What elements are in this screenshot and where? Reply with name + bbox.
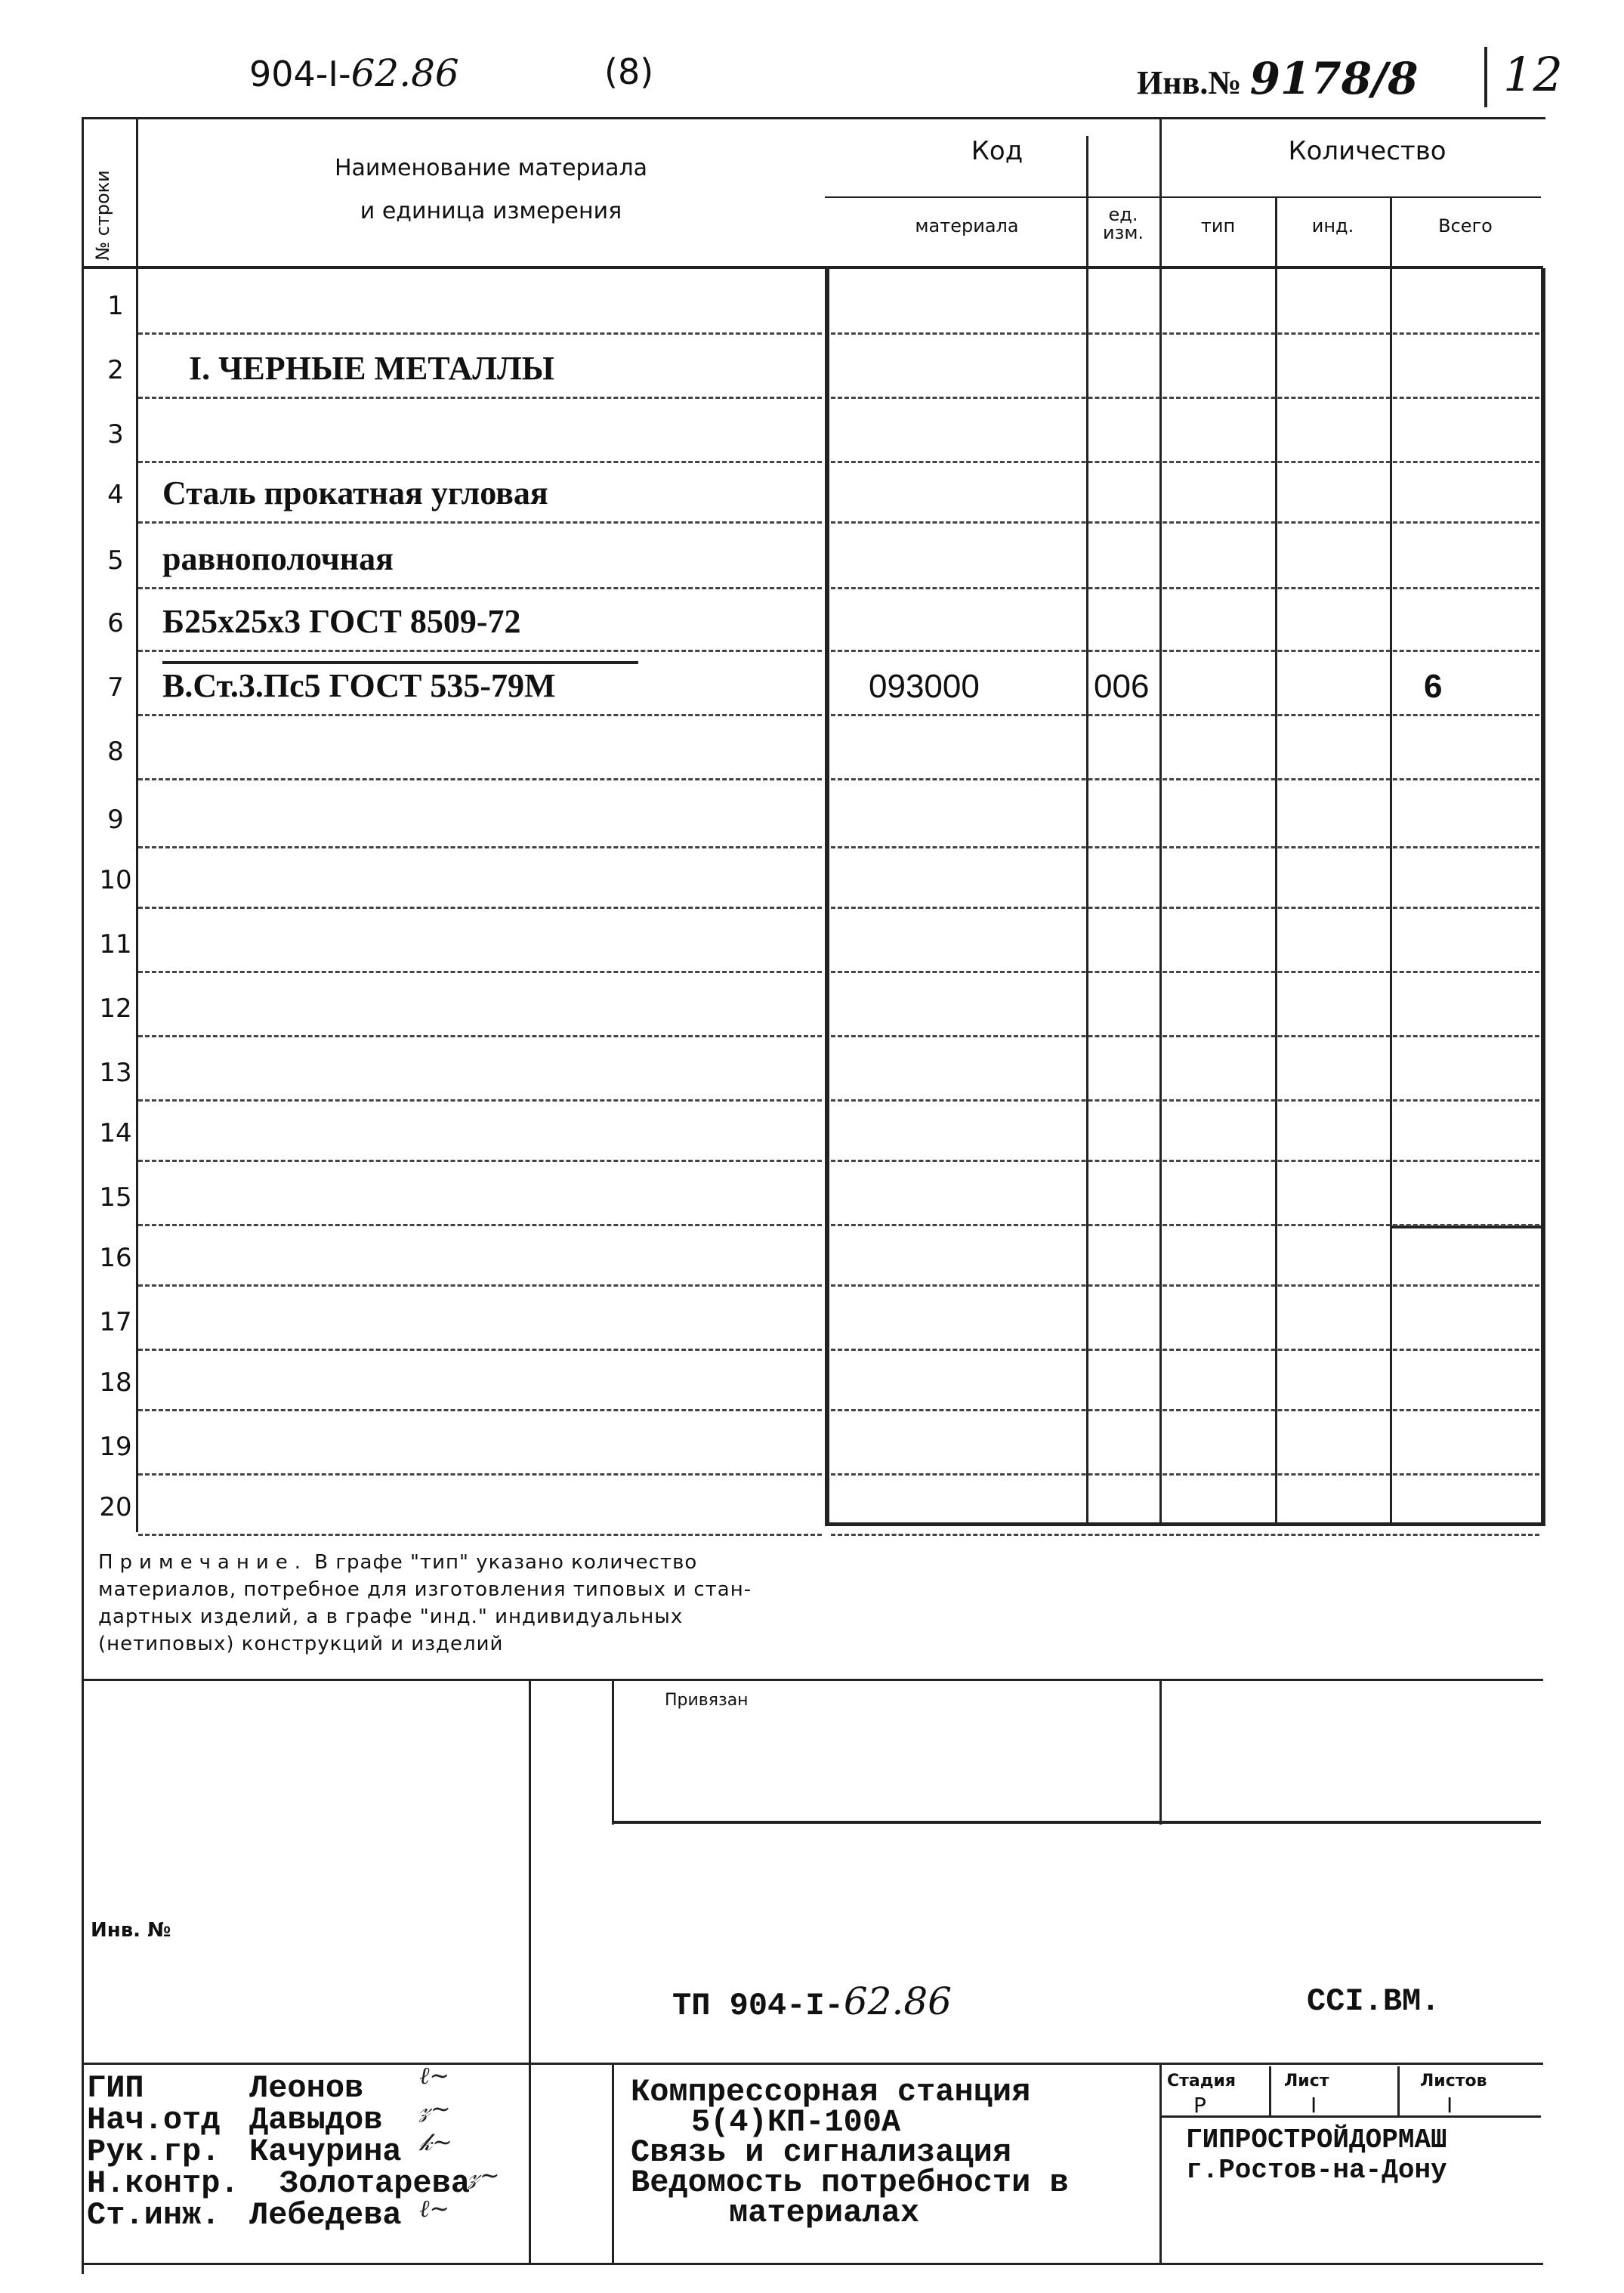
row-ruling <box>138 1409 822 1411</box>
stage-sheet-divider <box>1269 2066 1271 2115</box>
project-code-handwritten: 62.86 <box>843 1979 952 2023</box>
row-number: 11 <box>99 929 132 960</box>
row-ruling <box>138 461 822 463</box>
row-number-header: № строки <box>92 170 113 261</box>
row-total: 6 <box>1424 668 1443 705</box>
row-ruling-right <box>831 650 1539 652</box>
row-ruling-right <box>831 778 1539 780</box>
row-number: 19 <box>99 1432 132 1462</box>
row-number: 10 <box>99 865 132 895</box>
code-header: Код <box>971 136 1023 166</box>
row-number: 15 <box>99 1182 132 1213</box>
row-ruling-right <box>831 907 1539 909</box>
note <box>98 1549 1005 1658</box>
sheets-label: Листов <box>1420 2072 1487 2091</box>
row-ruling <box>138 1534 822 1536</box>
sheet-number: 12 <box>1503 47 1563 102</box>
row-ruling-right <box>831 1409 1539 1411</box>
title-line3: Связь и сигнализация <box>631 2134 1012 2171</box>
attached-left-line <box>612 1681 614 1825</box>
row-ruling <box>138 1224 822 1226</box>
row-ruling-right <box>831 1349 1539 1351</box>
row-material-name: Сталь прокатная угловая <box>162 474 548 511</box>
stage-label: Стадия <box>1167 2072 1237 2091</box>
row-number: 16 <box>99 1243 132 1273</box>
row-ruling-right <box>831 1284 1539 1287</box>
inventory-number-label: Инв. № <box>91 1919 171 1942</box>
signature-lebedeva: ℓ∼ <box>419 2194 450 2223</box>
row-number: 17 <box>99 1307 132 1337</box>
inventory-number <box>1137 53 1419 104</box>
row-unit-code: 006 <box>1094 668 1150 705</box>
sheet-label: Лист <box>1284 2072 1329 2091</box>
staff-role: ГИП <box>87 2070 144 2106</box>
project-code <box>672 1979 952 2024</box>
row-number: 1 <box>107 291 124 321</box>
row-material-name: Б25х25х3 ГОСТ 8509-72 <box>162 603 521 640</box>
row-ruling-right <box>831 521 1539 524</box>
row-ruling-right <box>831 1473 1539 1476</box>
row-ruling-right <box>831 1534 1539 1536</box>
title-line1: Компрессорная станция <box>631 2074 1031 2110</box>
row-ruling-right <box>831 846 1539 848</box>
row-ruling <box>138 521 822 524</box>
row-ruling <box>138 1035 822 1037</box>
row-ruling-right <box>831 1160 1539 1162</box>
title-line5: материалах <box>729 2195 920 2231</box>
staff-role: Н.контр. <box>87 2165 239 2202</box>
row-ruling-right <box>831 714 1539 716</box>
title-column-line <box>612 2063 614 2263</box>
row-ruling <box>138 1160 822 1162</box>
unit-header: ед. изм. <box>1102 204 1144 243</box>
staff-name: Лебедева <box>249 2197 402 2233</box>
row-ruling <box>138 846 822 848</box>
project-code-prefix: ТП 904-I- <box>672 1988 844 2024</box>
staff-name: Золотарева <box>279 2165 471 2202</box>
title-line4: Ведомость потребности в <box>631 2165 1069 2201</box>
row-number: 14 <box>99 1118 132 1148</box>
table-bottom-line <box>825 1522 1545 1526</box>
signature-zolotareva: 𝓏∼ <box>468 2161 500 2189</box>
stage-value: Р <box>1193 2093 1206 2118</box>
row-ruling-right <box>831 461 1539 463</box>
staff-name: Давыдов <box>249 2102 383 2138</box>
row6-underline <box>162 661 638 664</box>
row-material-name: В.Ст.3.Пс5 ГОСТ 535-79М <box>162 667 556 704</box>
stage-column-line <box>1159 2063 1162 2263</box>
attached-label: Привязан <box>665 1691 749 1710</box>
staff-role: Ст.инж. <box>87 2197 221 2233</box>
note-line2: материалов, потребное для изготовления типовых и стан- <box>98 1578 752 1601</box>
title-block-left-column-line <box>529 1681 531 2263</box>
quantity-column-line <box>1159 119 1162 1525</box>
staff-top-line <box>82 2063 1543 2065</box>
document-part: (8) <box>604 51 654 92</box>
row-number: 8 <box>107 737 124 767</box>
row-ruling <box>138 397 822 399</box>
inventory-number-handwritten: 9178/8 <box>1249 53 1419 104</box>
row-ruling <box>138 1099 822 1102</box>
row-number: 3 <box>107 419 124 450</box>
row-ruling <box>138 650 822 652</box>
sheet-value: I <box>1311 2093 1317 2118</box>
row-ruling-right <box>831 971 1539 973</box>
document-code-prefix: 904-I- <box>249 54 351 94</box>
code-column-line <box>825 268 829 1526</box>
name-header-line1: Наименование материала <box>334 155 648 181</box>
total-header: Всего <box>1438 215 1493 236</box>
row-number: 5 <box>107 545 124 576</box>
row-ruling-right <box>831 1224 1539 1226</box>
stage-row-line <box>1159 2115 1541 2118</box>
header-divider <box>1484 47 1487 107</box>
row-number-column-line <box>136 119 138 1532</box>
note-line1: В графе "тип" указано количество <box>307 1551 698 1574</box>
material-header: материала <box>915 215 1019 236</box>
row-ruling <box>138 907 822 909</box>
attached-bottom-line <box>612 1821 1541 1824</box>
organization-city: г.Ростов-на-Дону <box>1186 2155 1447 2186</box>
row-ruling <box>138 1284 822 1287</box>
row-material-code: 093000 <box>869 668 980 705</box>
staff-name: Качурина <box>249 2134 402 2170</box>
name-header-line2: и единица измерения <box>360 198 622 224</box>
staff-name: Леонов <box>249 2070 364 2106</box>
row-ruling-right <box>831 397 1539 399</box>
table-right-line <box>1541 268 1545 1526</box>
title-block-bottom-line <box>82 2263 1543 2265</box>
sheet-sheets-divider <box>1397 2066 1400 2115</box>
row-number: 20 <box>99 1492 132 1522</box>
header-mid-line <box>825 196 1541 198</box>
row-number: 6 <box>107 608 124 638</box>
row-ruling-right <box>831 1099 1539 1102</box>
document-code-handwritten: 62.86 <box>350 51 459 95</box>
row-number: 7 <box>107 672 124 703</box>
signature-davydov: 𝓏∼ <box>419 2094 451 2123</box>
row-number: 13 <box>99 1058 132 1088</box>
title-line2: 5(4)КП-100А <box>691 2104 901 2140</box>
row-ruling <box>138 1473 822 1476</box>
row-material-name: равнополочная <box>162 540 394 577</box>
individual-header: инд. <box>1311 215 1354 236</box>
type-column-line <box>1275 196 1277 1526</box>
staff-role: Нач.отд <box>87 2102 221 2138</box>
note-line3: дартных изделий, а в графе "инд." индивидуальных <box>98 1605 684 1628</box>
individual-column-line <box>1390 196 1392 1526</box>
row-number: 4 <box>107 480 124 510</box>
table-frame <box>82 117 1545 1536</box>
row-ruling <box>138 971 822 973</box>
row-number: 12 <box>99 994 132 1024</box>
row-material-name: I. ЧЕРНЫЕ МЕТАЛЛЫ <box>189 350 554 387</box>
attached-right-line <box>1159 1681 1162 1825</box>
row-number: 18 <box>99 1367 132 1398</box>
sheet-code: ССI.ВМ. <box>1307 1983 1440 2020</box>
quantity-header: Количество <box>1288 136 1446 166</box>
row-number: 2 <box>107 355 124 385</box>
row-ruling <box>138 587 822 589</box>
signature-leonov: ℓ∼ <box>419 2061 450 2090</box>
row-number: 9 <box>107 805 124 835</box>
staff-role: Рук.гр. <box>87 2134 221 2170</box>
note-line4: (нетиповых) конструкций и изделий <box>98 1633 504 1655</box>
header-bottom-line <box>82 266 1543 269</box>
organization-name: ГИПРОСТРОЙДОРМАШ <box>1186 2125 1447 2155</box>
left-border-lower <box>82 1534 84 2274</box>
row-ruling <box>138 332 822 335</box>
row-ruling-right <box>831 332 1539 335</box>
row-ruling <box>138 778 822 780</box>
row-ruling-right <box>831 587 1539 589</box>
row-ruling <box>138 714 822 716</box>
document-code <box>249 51 459 95</box>
unit-column-line <box>1086 136 1088 1526</box>
title-block-top-line <box>82 1679 1543 1681</box>
type-header: тип <box>1200 215 1236 236</box>
sheets-value: I <box>1446 2093 1453 2118</box>
note-title: Примечание. <box>98 1551 308 1574</box>
row-ruling-right <box>831 1035 1539 1037</box>
signature-kachurina: 𝓀∼ <box>419 2128 452 2156</box>
row-ruling <box>138 1349 822 1351</box>
inventory-label: Инв.№ <box>1137 64 1242 101</box>
